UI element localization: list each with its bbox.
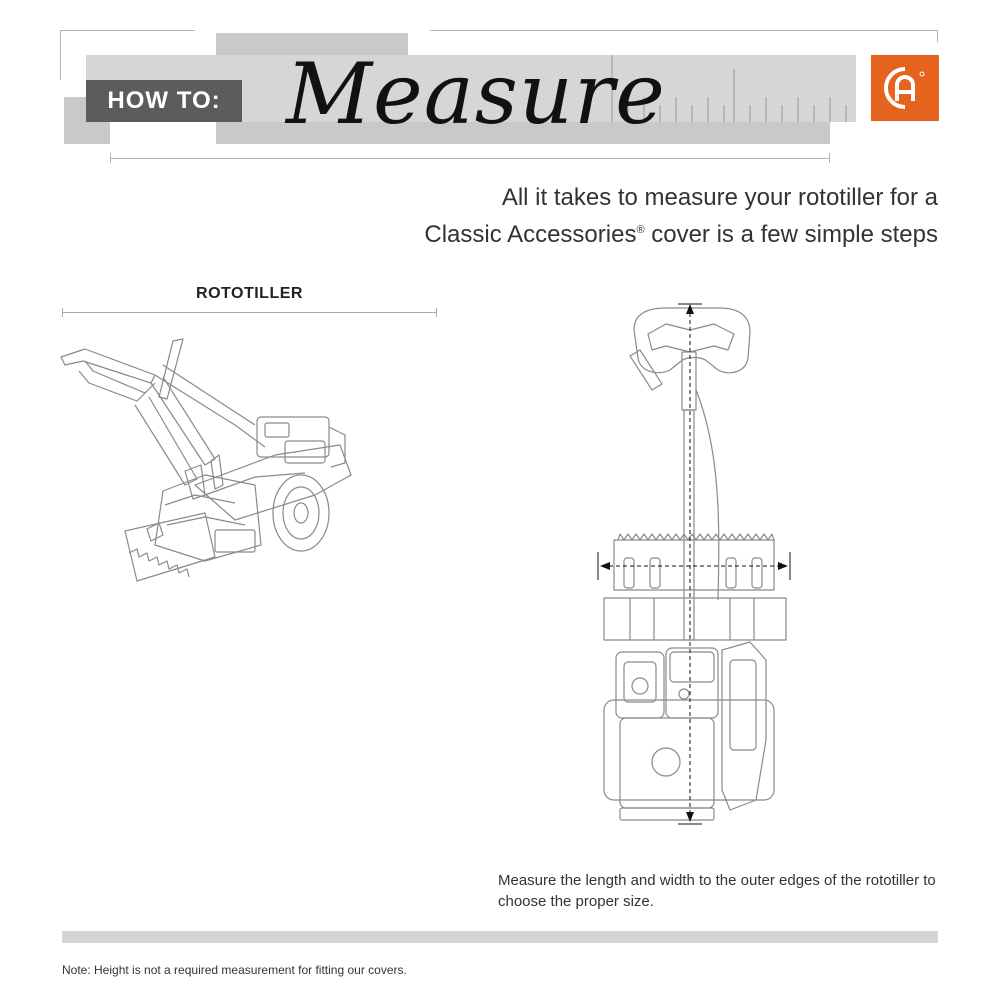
header-frame-line-left-vertical [60, 30, 61, 80]
brand-name: Classic Accessories [424, 221, 637, 248]
footnote: Note: Height is not a required measurement for fitting our covers. [62, 963, 407, 977]
footer-divider [62, 931, 938, 943]
intro-text [318, 182, 938, 251]
header-frame-line-right-vertical [937, 30, 938, 42]
measure-instructions: Measure the length and width to the outer edges of the rototiller to choose the proper size. [498, 872, 936, 910]
header-frame-line-bottom [110, 158, 830, 159]
header-frame-tick-bottom-left [110, 153, 111, 163]
registered-mark: ® [636, 224, 645, 236]
classic-accessories-logo-icon [871, 55, 939, 121]
header-frame-line-top-right [430, 30, 938, 31]
intro-line-1: All it takes to measure your rototiller for a [501, 184, 938, 211]
rototiller-top-view-measure-icon [590, 300, 800, 830]
intro-line-2 [318, 214, 938, 251]
header-frame-tick-bottom-right [829, 153, 830, 163]
page-title: Measure [286, 45, 666, 143]
section-underline-tick-right [436, 308, 437, 317]
header-frame-line-top-left [60, 30, 195, 31]
section-label: ROTOTILLER [196, 285, 303, 302]
section-underline-tick-left [62, 308, 63, 317]
rototiller-side-view-icon [55, 335, 365, 585]
howto-label: HOW TO: [86, 80, 242, 122]
section-label-underline [62, 312, 437, 313]
intro-line-2-suffix: cover is a few simple steps [644, 221, 938, 248]
